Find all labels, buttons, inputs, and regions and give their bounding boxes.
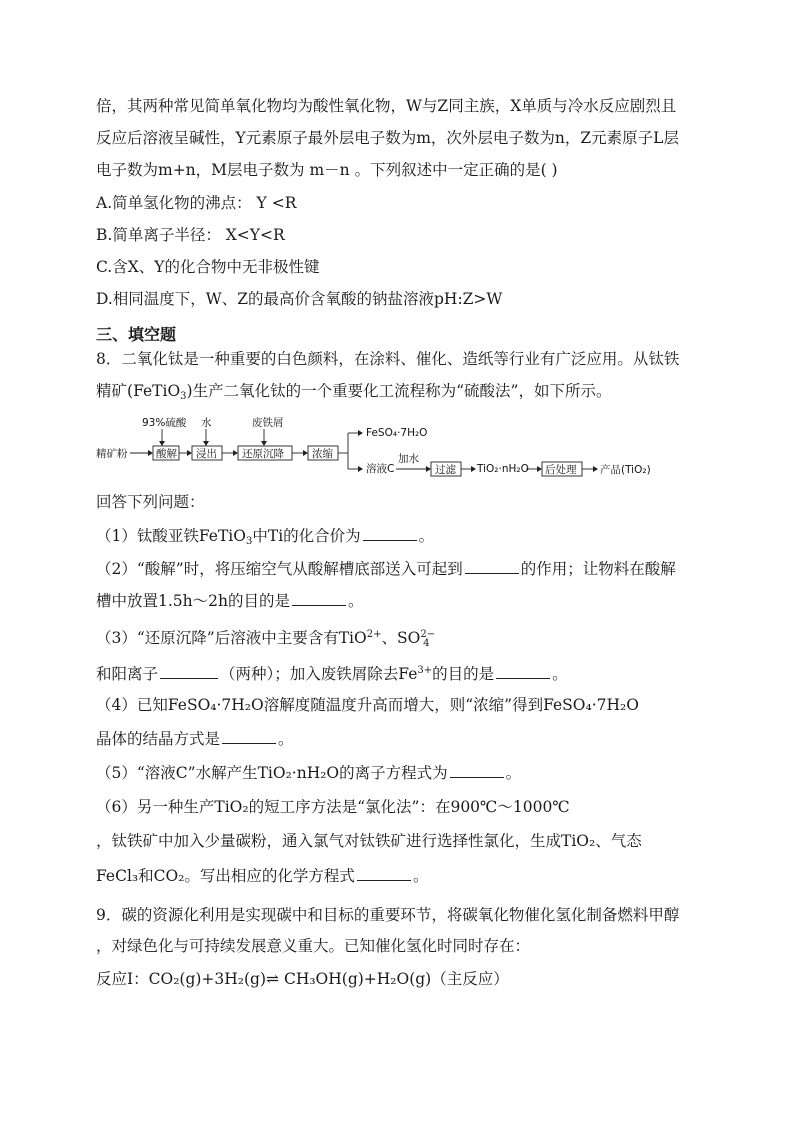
q8-part-6-line-1: （6）另一种生产TiO₂的短工序方法是“氯化法”：在900℃～1000℃ (96, 798, 570, 816)
q8-part-6-line-3: FeCl₃和CO₂。写出相应的化学方程式 。 (96, 867, 429, 885)
flow-box4-label: 浓缩 (312, 448, 333, 460)
flow-box5-label: 过滤 (435, 464, 456, 476)
flow-acid-label: 93%硫酸 (142, 417, 187, 429)
q9-line-1: 9．碳的资源化利用是实现碳中和目标的重要环节，将碳氧化物催化氢化制备燃料甲醇 (96, 906, 680, 924)
q7-option-d[interactable]: D.相同温度下，W、Z的最高价含氧酸的钠盐溶液pH:Z>W (96, 290, 503, 308)
q8-intro-line-2: 精矿(FeTiO$_3$)生产二氧化钛的一个重要化工流程称为“硫酸法”，如下所示。 (96, 382, 612, 402)
answer-blank-3b[interactable] (496, 664, 550, 679)
q8-intro-line-1: 8．二氧化钛是一种重要的白色颜料，在涂料、催化、造纸等行业有广泛应用。从钛铁 (96, 350, 680, 368)
q7-line-1: 倍，其两种常见简单氧化物均为酸性氧化物，W与Z同主族，X单质与冷水反应剧烈且 (96, 97, 677, 115)
q9-reaction-1: 反应Ⅰ：CO₂(g)+3H₂(g)⇌ CH₃OH(g)+H₂O(g)（主反应） (96, 970, 509, 988)
answer-blank-1[interactable] (363, 526, 417, 541)
flow-mid-product: TiO₂·nH₂O (477, 463, 529, 475)
q8-part-3-line-1: （3）“还原沉降”后溶液中主要含有TiO$^{2+}$、$SO^{2-}_4$ (96, 629, 436, 649)
q8-part-2-line-1: （2）“酸解”时，将压缩空气从酸解槽底部送入可起到 的作用；让物料在酸解 (96, 560, 676, 578)
flow-output-crystal: FeSO₄·7H₂O (366, 427, 428, 439)
flow-scrap-label: 废铁屑 (252, 417, 284, 429)
answer-blank-2b[interactable] (292, 591, 346, 606)
q9-line-2: ，对绿色化与可持续发展意义重大。已知催化氢化时同时存在： (96, 937, 531, 955)
answer-blank-4[interactable] (222, 729, 276, 744)
q8-part-6-line-2: ，钛铁矿中加入少量碳粉，通入氯气对钛铁矿进行选择性氯化，生成TiO₂、气态 (96, 832, 642, 850)
answer-blank-5[interactable] (450, 763, 504, 778)
q7-line-2: 反应后溶液呈碱性，Y元素原子最外层电子数为m，次外层电子数为n，Z元素原子L层 (96, 129, 679, 147)
answer-blank-3a[interactable] (160, 664, 218, 679)
q8-part-4-line-1: （4）已知FeSO₄·7H₂O溶解度随温度升高而增大，则“浓缩”得到FeSO₄·7H₂O (96, 696, 639, 714)
flow-start-label: 精矿粉 (96, 448, 128, 460)
q8-part-4-line-2: 晶体的结晶方式是 。 (96, 730, 294, 748)
process-flowchart (96, 414, 696, 482)
flow-box1-label: 酸解 (156, 448, 177, 460)
answer-blank-6[interactable] (357, 866, 411, 881)
q7-option-b[interactable]: B.简单离子半径： X<Y<R (96, 226, 285, 244)
q8-part-2-line-2: 槽中放置1.5h～2h的目的是 。 (96, 592, 364, 610)
q7-option-a[interactable]: A.简单氢化物的沸点： Y <R (96, 194, 297, 212)
flow-box6-label: 后处理 (545, 464, 577, 476)
q8-part-5: （5）“溶液C”水解产生TiO₂·nH₂O的离子方程式为 。 (96, 764, 522, 782)
answer-blank-2a[interactable] (465, 559, 519, 574)
flow-box3-label: 还原沉降 (242, 448, 284, 460)
q8-part-3-line-2: 和阳离子 （两种）；加入废铁屑除去$Fe^{3+}$的目的是 。 (96, 665, 568, 683)
flow-box2-label: 浸出 (196, 448, 217, 460)
q8-answer-intro: 回答下列问题： (96, 493, 205, 511)
flow-add-water: 加水 (398, 453, 419, 465)
q8-part-1: （1）钛酸亚铁FeTiO$_3$中Ti的化合价为 。 (96, 527, 435, 547)
flow-water-label: 水 (201, 417, 212, 429)
q7-option-c[interactable]: C.含X、Y的化合物中无非极性键 (96, 258, 320, 276)
section-heading: 三、填空题 (96, 325, 177, 344)
flow-final-product: 产品(TiO₂) (600, 464, 651, 476)
q7-line-3: 电子数为m+n，M层电子数为 m－n 。下列叙述中一定正确的是( ) (96, 161, 558, 179)
flow-solution-c: 溶液C (366, 463, 395, 475)
